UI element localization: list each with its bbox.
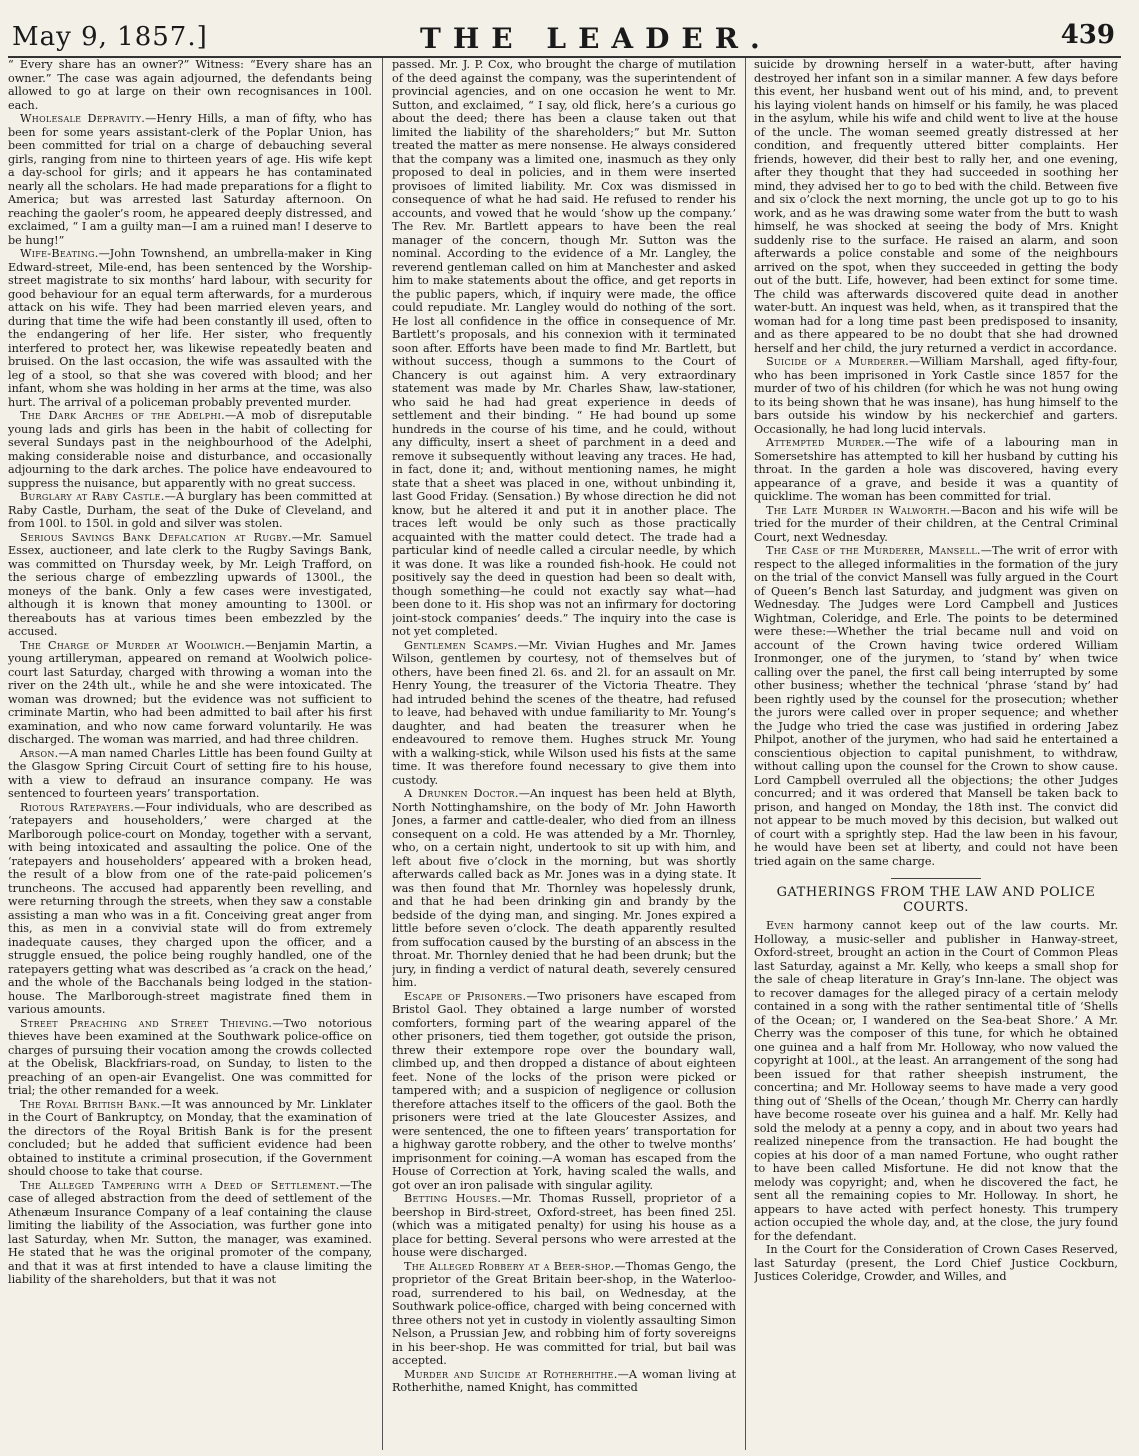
article-text: —Two notorious thieves have been examined at the Southwark police-office on charges of pursuing their vocation among the crowds collected at the Obelisk, Blackfriars-road, on Sunday, to listen to the preaching of an open-air Evangelist. One was committed for trial; the other remanded for a week. [8, 1016, 372, 1097]
article-paragraph [8, 531, 372, 639]
article-text: —Mr. Thomas Russell, proprietor of a beershop in Bird-street, Oxford-street, has been fined 25l. (which was a mitigated penalty) for using his house as a place for betting. Several persons who were arrested at the house were discharged. [392, 1192, 736, 1259]
column-1 [8, 58, 372, 1450]
article-paragraph [392, 1260, 736, 1368]
article-paragraph [754, 436, 1118, 504]
article-paragraph [392, 639, 736, 788]
article-text: “ Every share has an owner?” Witness: “Every share has an owner.” The case was again adjourned, the defendants being allowed to go at large on their own recognisances in 100l. each. [8, 58, 372, 112]
article-paragraph [754, 544, 1118, 868]
article-paragraph [392, 58, 736, 639]
article-heading: Murder and Suicide at Rotherhithe. [404, 1367, 618, 1381]
article-heading: Serious Savings Bank Defalcation at Rugby. [20, 530, 292, 544]
column-divider [382, 58, 383, 1450]
article-heading: The Alleged Tampering with a Deed of Settlement. [20, 1178, 340, 1192]
article-text: —It was announced by Mr. Linklater in the Court of Bankruptcy, on Monday, that the examination of the directors of the Royal British Bank is for the present concluded; but he added that sufficient evidence had been obtained to institute a criminal prosecution, if the Government should choose to take that course. [8, 1097, 372, 1178]
masthead [0, 0, 1139, 56]
article-heading: Attempted Murder. [766, 436, 885, 449]
article-text: —A woman living at Rotherhithe, named Knight, has committed [392, 1367, 736, 1394]
issue-date: May 9, 1857.] [12, 22, 208, 52]
article-paragraph [392, 787, 736, 990]
article-heading: Street Preaching and Street Thieving. [20, 1016, 273, 1030]
article-text: passed. Mr. J. P. Cox, who brought the charge of mutilation of the deed against the company, was the superintendent of provincial agencies, and on one occasion he went to Mr. Sutton, and exclaimed, “ I say, old flick, here’s a curious go about the deed; there has been a clause taken out that limited the liability of the shareholders;” but Mr. Sutton treated the matter as mere nonsense. He always considered that the company was a limited one, inasmuch as they only proposed to deal in policies, and in them were inserted provisoes of limited liability. Mr. Cox was dismissed in consequence of what he had said. He refused to render his accounts, and vowed that he would ‘show up the company.’ The Rev. Mr. Bartlett appears to have been the real manager of the concern, though Mr. Sutton was the nominal. According to the evidence of a Mr. Langley, the reverend gentleman called on him at Manchester and asked him to make statements about the office, and get reports in the public papers, which, if inquiry were made, the office could repudiate. Mr. Langley would do nothing of the sort. He lost all confidence in the office in consequence of Mr. Bartlett’s proposals, and his connexion with it terminated soon after. Efforts have been made to find Mr. Bartlett, but without success, though a summons to the Court of Chancery is out against him. A very extraordinary statement was made by Mr. Charles Shaw, law-stationer, who said he had had great experience in deeds of settlement and their binding. “ He had bound up some hundreds in the course of his time, and he could, without any difficulty, insert a sheet of parchment in a deed and remove it subsequently without leaving any traces. He had, in fact, done it; and, without mentioning names, he might state that a sheet was placed in one, without unbinding it, last Good Friday. (Sensation.) By whose direction he did not know, but he altered it and put it in another place. The traces left would be only such as those practically acquainted with the matter could detect. The trade had a particular kind of needle called a circular needle, by which it was done. It was like a rounded fish-hook. He could not positively say the deed in question had been so dealt with, though something—he could not exactly say what—had been done to it. His shop was not an infirmary for doctoring joint-stock companies’ deeds.” The inquiry into the case is not yet completed. [392, 58, 736, 638]
page-number: 439 [1060, 20, 1115, 50]
article-heading: A Drunken Doctor. [404, 787, 519, 800]
article-text: —Four individuals, who are described as ‘ratepayers and householders,’ were charged at the Marlborough police-court on Monday, together with a servant, with being intoxicated and assaulting the police. One of the ‘ratepayers and householders’ appeared with a broken head, the result of a blow from one of the rate-paid policemen’s truncheons. The accused had apparently been revelling, and were returning through the streets, when they saw a constable assisting a man who was in a fit. Conceiving great anger from this, as men in a convivial state will do from extremely inadequate causes, they charged upon the officer, and a struggle ensued, the police being roughly handled, one of the ratepayers getting what was described as ‘a crack on the head,’ and the whole of the Bacchanals being lodged in the station-house. The Marlborough-street magistrate fined them in various amounts. [8, 800, 372, 1016]
article-heading: Wholesale Depravity. [20, 112, 146, 125]
article-heading: Wife-Beating. [20, 247, 99, 260]
article-text: —Henry Hills, a man of fifty, who has been for some years assistant-clerk of the Poplar Union, has been committed for trial on a charge of debauching several girls, ranging from nine to thirteen years of age. His wife kept a day-school for girls; and it appears he has contaminated nearly all the scholars. He had made preparations for a flight to America; but was arrested last Saturday afternoon. On reaching the gaoler’s room, he appeared deeply distressed, and exclaimed, “ I am a guilty man—I am a ruined man! I deserve to be hung!” [8, 112, 372, 247]
article-text: —Mr. Samuel Essex, auctioneer, and late clerk to the Rugby Savings Bank, was committed on Thursday week, by Mr. Leigh Trafford, on the serious charge of embezzling upwards of 1300l., the moneys of the bank. Only a few cases were investigated, although it is known that money amounting to 1300l. or thereabouts has at various times been embezzled by the accused. [8, 530, 372, 638]
column-2 [392, 58, 736, 1450]
article-text: In the Court for the Consideration of Crown Cases Reserved, last Saturday (present, the Lord Chief Justice Cockburn, Justices Coleridge, Crowder, and Willes, and [754, 1243, 1118, 1283]
article-text: —Thomas Gengo, the proprietor of the Great Britain beer-shop, in the Waterloo-road, surrendered to his bail, on Wednesday, at the Southwark police-office, charged with being concerned with three others not yet in custody in violently assaulting Simon Nelson, a Prussian Jew, and robbing him of forty sovereigns in his beer-shop. He was committed for trial, but bail was accepted. [392, 1259, 736, 1367]
article-paragraph [392, 990, 736, 1193]
article-heading: The Dark Arches of the Adelphi. [20, 409, 225, 422]
column-divider [745, 58, 746, 1450]
section-body [754, 919, 1118, 1284]
article-paragraph [8, 747, 372, 801]
column-3 [754, 58, 1118, 1450]
article-heading: Suicide of a Murderer. [766, 355, 910, 368]
article-text: —An inquest has been held at Blyth, North Nottinghamshire, on the body of Mr. John Haworth Jones, a farmer and cattle-dealer, who died from an illness consequent on a cold. He was attended by a Mr. Thornley, who, on a certain night, undertook to sit up with him, and left about five o’clock in the morning, but was shortly afterwards called back as Mr. Jones was in a dying state. It was then found that Mr. Thornley was hopelessly drunk, and that he had been drinking gin and brandy by the bedside of the dying man, and singing. Mr. Jones expired a little before seven o’clock. The death apparently resulted from suffocation caused by the bursting of an abscess in the throat. Mr. Thornley denied that he had been drunk; but the jury, in finding a verdict of natural death, severely censured him. [392, 787, 736, 989]
article-heading: The Charge of Murder at Woolwich. [20, 638, 246, 652]
article-heading: Arson. [20, 746, 59, 760]
article-text: —Benjamin Martin, a young artilleryman, appeared on remand at Woolwich police-court last Saturday, charged with throwing a woman into the river on the 24th ult., while he and she were intoxicated. The woman was drowned; but the evidence was not sufficient to criminate Martin, who had been admitted to bail after his first examination, and who now came forward voluntarily. He was discharged. The woman was married, and had three children. [8, 638, 372, 746]
article-text: —John Townshend, an umbrella-maker in King Edward-street, Mile-end, has been sentenced by the Worship-street magistrate to six months’ hard labour, with security for good behaviour for an equal term afterwards, for a murderous attack on his wife. They had been married eleven years, and during that time the wife had been constantly ill used, often to the endangering of her life. Her sister, who frequently interfered to protect her, was likewise repeatedly beaten and bruised. On the last occasion, the wife was assaulted with the leg of a stool, so that she was covered with blood; and her infant, whom she was holding in her arms at the time, was also hurt. The arrival of a policeman probably prevented murder. [8, 247, 372, 409]
article-paragraph [8, 409, 372, 490]
article-heading: Betting Houses. [404, 1192, 502, 1205]
article-paragraph [754, 355, 1118, 436]
article-heading: The Royal British Bank. [20, 1097, 161, 1111]
article-heading: Gentlemen Scamps. [404, 638, 518, 652]
article-paragraph [8, 801, 372, 1017]
article-heading: Escape of Prisoners. [404, 989, 527, 1003]
article-paragraph [392, 1192, 736, 1260]
section-title: GATHERINGS FROM THE LAW AND POLICE COURTS. [776, 885, 1096, 915]
column-3-body [754, 58, 1118, 868]
article-text: —A mob of disreputable young lads and girls has been in the habit of collecting for several Sundays past in the neighbourhood of the Adelphi, making considerable noise and disturbance, and occasionally adjourning to the dark arches. The police have endeavoured to suppress the nuisance, but apparently with no great success. [8, 409, 372, 490]
article-heading: Riotous Ratepayers. [20, 800, 135, 814]
article-paragraph [754, 58, 1118, 355]
article-paragraph [8, 639, 372, 747]
article-text: harmony cannot keep out of the law courts. Mr. Holloway, a music-seller and publisher in Hanway-street, Oxford-street, brought an action in the Court of Common Pleas last Saturday, against a Mr. Kelly, who keeps a small shop for the sale of cheap literature in Gray’s Inn-lane. The object was to recover damages for the alleged piracy of a certain melody contained in a song with the rather sentimental title of ‘Shells of the Ocean; or, I wandered on the Sea-beat Shore.’ A Mr. Cherry was the composer of this tune, for which he obtained one guinea and a half from Mr. Holloway, who now valued the copyright at 100l., at the least. An arrangement of the song had been issued for that rather sheepish instrument, the concertina; and Mr. Holloway seems to have made a very good thing out of ‘Shells of the Ocean,’ though Mr. Cherry can hardly have become roseate over his guinea and a half. Mr. Kelly had sold the melody at a penny a copy, and in about two years had realized ninepence from the transaction. He had bought the copies at his door of a man named Fortune, who ought rather to have been called Misfortune. He did not know that the melody was copyright; and, when he discovered the fact, he sent all the remaining copies to Mr. Holloway. In short, he appears to have acted with perfect honesty. This trumpery action occupied the whole day, and, at the close, the jury found for the defendant. [754, 919, 1118, 1243]
article-paragraph [8, 490, 372, 531]
article-heading: Burglary at Raby Castle. [20, 490, 165, 503]
article-heading: The Late Murder in Walworth. [766, 503, 951, 517]
article-heading: The Case of the Murderer, Mansell. [766, 544, 981, 557]
article-paragraph [754, 919, 1118, 1243]
columns [8, 58, 1121, 1450]
article-paragraph [754, 504, 1118, 545]
article-paragraph [8, 58, 372, 112]
article-paragraph [8, 247, 372, 409]
article-text: —Two prisoners have escaped from Bristol Gaol. They obtained a large number of worsted comforters, forming part of the wearing apparel of the other prisoners, tied them together, got outside the prison, threw their extempore rope over the boundary wall, climbed up, and then dropped a distance of about eighteen feet. None of the locks of the prison were picked or tampered with; and a suspicion of negligence or collusion therefore attaches itself to the officers of the gaol. Both the prisoners were tried at the late Gloucester Assizes, and were sentenced, the one to fifteen years’ transportation for a highway garotte robbery, and the other to twelve months’ imprisonment for coining.—A woman has escaped from the House of Correction at York, having scaled the walls, and got over an iron palisade with singular agility. [392, 989, 736, 1192]
article-text: —A man named Charles Little has been found Guilty at the Glasgow Spring Circuit Court of setting fire to his house, with a view to defraud an insurance company. He was sentenced to fourteen years’ transportation. [8, 746, 372, 800]
article-paragraph [754, 1243, 1118, 1284]
section-rule [891, 878, 981, 879]
article-text: —The case of alleged abstraction from the deed of settlement of the Athenæum Insurance Company of a leaf containing the clause limiting the liability of the Association, was further gone into last Saturday, when Mr. Sutton, the manager, was examined. He stated that he was the original promoter of the company, and that it was at first intended to have a clause limiting the liability of the shareholders, but that it was not [8, 1178, 372, 1286]
article-text: suicide by drowning herself in a water-butt, after having destroyed her infant son in a similar manner. A few days before this event, her husband went out of his mind, and, to prevent his laying violent hands on himself or his family, he was placed in the asylum, while his wife and child went to live at the house of the uncle. The woman seemed greatly distressed at her condition, and frequently uttered bitter complaints. Her friends, however, did their best to rally her, and one evening, after they thought that they had succeeded in soothing her mind, they advised her to go to bed with the child. Between five and six o’clock the next morning, the uncle got up to go to his work, and as he was drawing some water from the butt to wash himself, he was shocked at seeing the body of Mrs. Knight suddenly rise to the surface. He raised an alarm, and soon afterwards a police constable and some of the neighbours arrived on the spot, when they succeeded in getting the body out of the butt. Life, however, had been extinct for some time. The child was afterwards discovered quite dead in another water-butt. An inquest was held, when, as it transpired that the woman had for a long time past been predisposed to insanity, and as there appeared to be no doubt that she had drowned herself and her child, the jury returned a verdict in accordance. [754, 58, 1118, 355]
article-text: —Mr. Vivian Hughes and Mr. James Wilson, gentlemen by courtesy, not of themselves but of others, have been fined 2l. 6s. and 2l. for an assault on Mr. Henry Young, the treasurer of the Victoria Theatre. They had intruded behind the scenes of the theatre, had refused to leave, had behaved with undue familiarity to Mr. Young’s daughter, and had beaten the treasurer when he endeavoured to remove them. Hughes struck Mr. Young with a walking-stick, while Wilson used his fists at the same time. It was therefore found necessary to give them into custody. [392, 638, 736, 787]
article-paragraph [392, 1368, 736, 1395]
newspaper-title: THE LEADER. [420, 22, 772, 55]
article-text: —The writ of error with respect to the alleged informalities in the formation of the jury on the trial of the convict Mansell was fully argued in the Court of Queen’s Bench last Saturday, and judgment was given on Wednesday. The Judges were Lord Campbell and Justices Wightman, Coleridge, and Erle. The points to be determined were these:—Whether the trial became null and void on account of the Crown having twice ordered William Ironmonger, one of the jurymen, to ‘stand by’ when twice calling over the panel, the first call being interrupted by some other business; whether the technical ‘phrase ‘stand by’ had been rightly used by the counsel for the prosecution; whether the jurors were called over in proper sequence; and whether the Judge who tried the case was justified in ordering Jabez Philpot, another of the jurymen, who had said he entertained a conscientious objection to capital punishment, to withdraw, without calling upon the counsel for the Crown to show cause. Lord Campbell overruled all the objections; the other Judges concurred; and it was ordered that Mansell be taken back to prison, and hanged on Monday, the 18th inst. The convict did not appear to be much moved by this decision, but walked out of court with a sprightly step. Had the law been in his favour, he would have been set at liberty, and could not have been tried again on the same charge. [754, 544, 1118, 868]
article-text: —A burglary has been committed at Raby Castle, Durham, the seat of the Duke of Cleveland, and from 100l. to 150l. in gold and silver was stolen. [8, 490, 372, 530]
article-heading: Even [766, 919, 794, 932]
article-paragraph [8, 112, 372, 247]
article-text: —Bacon and his wife will be tried for the murder of their children, at the Central Criminal Court, next Wednesday. [754, 503, 1118, 544]
article-paragraph [8, 1179, 372, 1287]
article-paragraph [8, 1017, 372, 1098]
article-paragraph [8, 1098, 372, 1179]
article-heading: The Alleged Robbery at a Beer-shop. [404, 1259, 615, 1273]
article-text: —The wife of a labouring man in Somersetshire has attempted to kill her husband by cutting his throat. In the garden a hole was discovered, having every appearance of a grave, and beside it was a quantity of quicklime. The woman has been committed for trial. [754, 436, 1118, 503]
article-text: —William Marshall, aged fifty-four, who has been imprisoned in York Castle since 1857 for the murder of two of his children (for which he was not hung owing to its being shown that he was insane), has hung himself to the bars outside his window by his neckerchief and garters. Occasionally, he had long lucid intervals. [754, 355, 1118, 436]
